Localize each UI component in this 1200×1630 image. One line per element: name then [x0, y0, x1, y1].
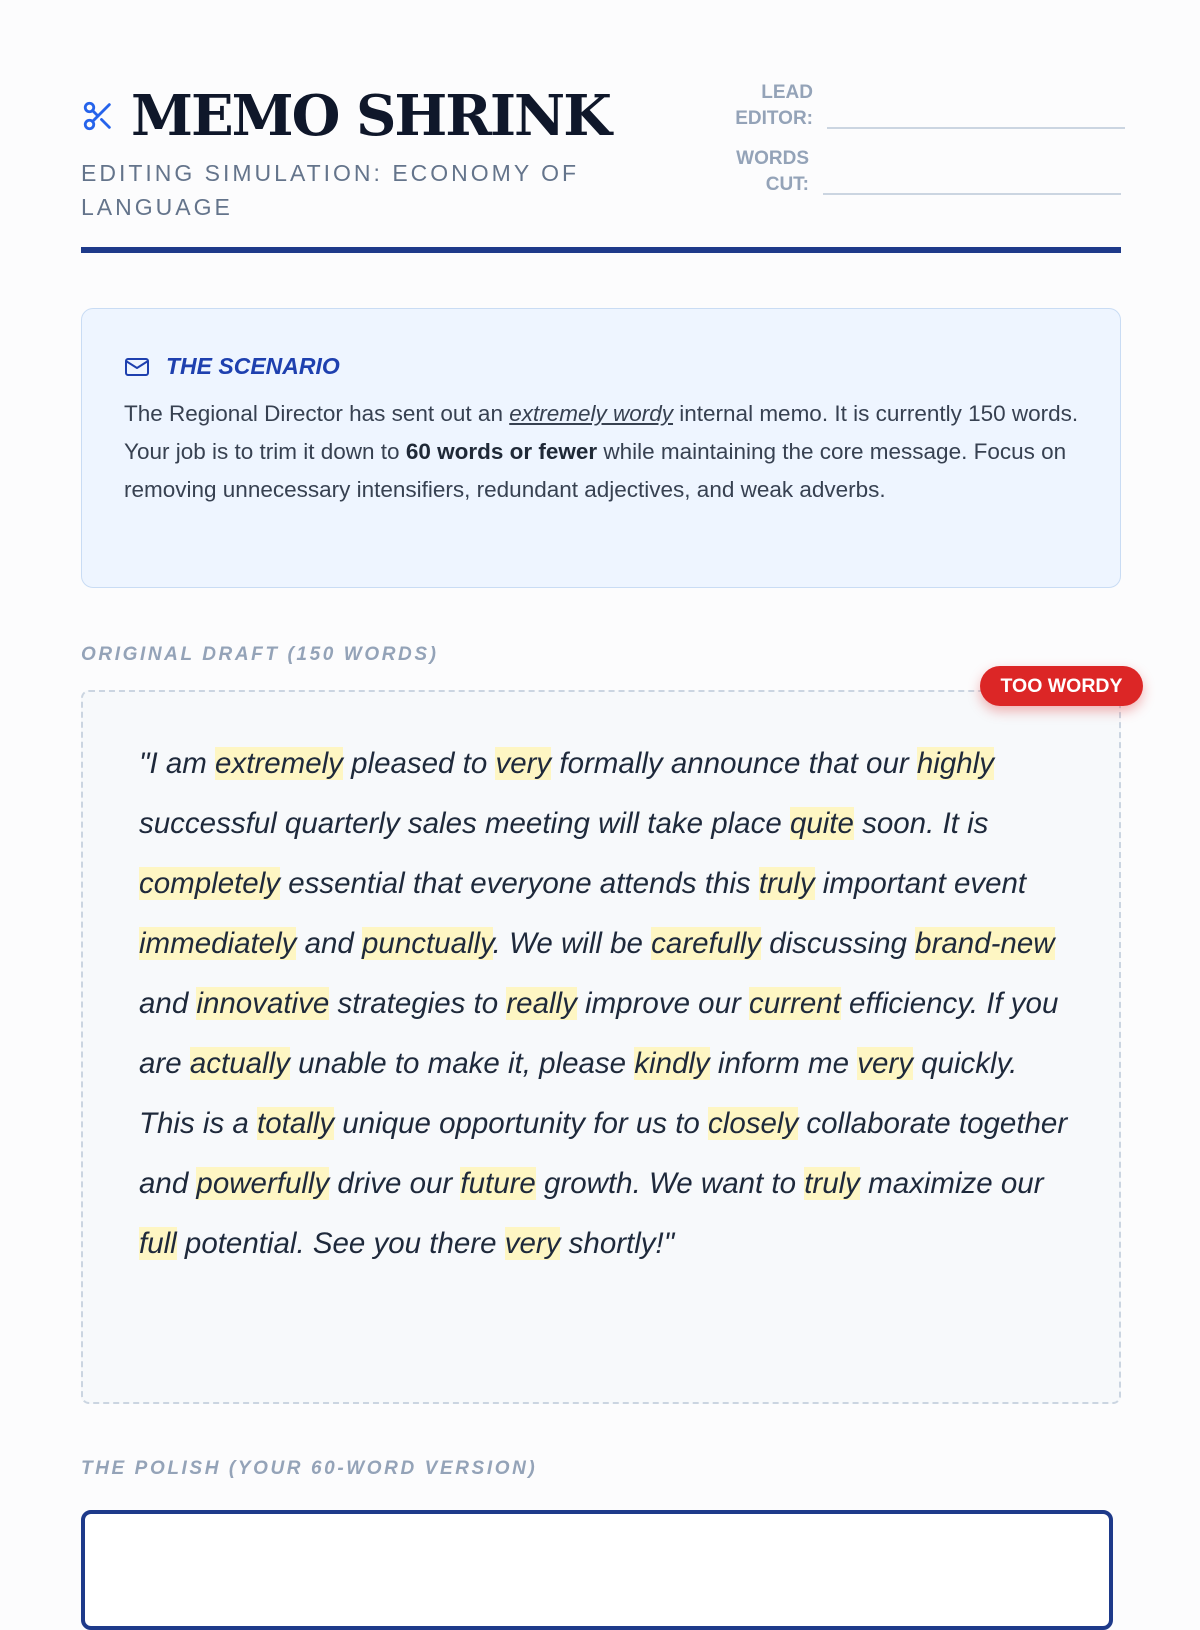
- draft-text-segment: formally announce that our: [551, 747, 917, 780]
- original-draft-text: [139, 734, 1069, 1274]
- highlighted-word: brand-new: [915, 927, 1055, 960]
- draft-text-segment: potential. See you there: [176, 1227, 505, 1260]
- draft-text-segment: important event: [814, 867, 1027, 900]
- draft-text-segment: essential that everyone attends this: [280, 867, 759, 900]
- draft-text-segment: maximize our: [859, 1167, 1044, 1200]
- words-cut-label: WORDS CUT:: [736, 148, 809, 195]
- draft-text-segment: drive our: [329, 1167, 461, 1200]
- polish-input[interactable]: [81, 1510, 1113, 1630]
- draft-text-segment: improve our: [576, 987, 750, 1020]
- highlighted-word: highly: [916, 747, 994, 780]
- highlighted-word: truly: [758, 867, 815, 900]
- draft-text-segment: "I am: [139, 747, 216, 780]
- highlighted-word: very: [504, 1227, 561, 1260]
- lead-editor-field: [721, 80, 1125, 132]
- draft-text-segment: pleased to: [342, 747, 496, 780]
- words-cut-field: [717, 146, 1121, 198]
- title-row: [81, 83, 610, 149]
- draft-text-segment: unable to make it, please: [289, 1047, 635, 1080]
- draft-text-segment: and: [139, 987, 197, 1020]
- original-draft-label: ORIGINAL DRAFT (150 WORDS): [81, 644, 439, 665]
- highlighted-word: extremely: [215, 747, 343, 780]
- scenario-text-part: while maintaining the core message. Focus on removing unnecessary intensifiers, redundant adjectives, and weak adverbs.: [124, 439, 1067, 502]
- lead-editor-input-line[interactable]: [827, 127, 1125, 129]
- highlighted-word: very: [495, 747, 552, 780]
- draft-text-segment: successful quarterly sales meeting will take place: [139, 807, 790, 840]
- draft-text-segment: growth. We want to: [535, 1167, 805, 1200]
- polish-label: THE POLISH (YOUR 60-WORD VERSION): [81, 1458, 538, 1479]
- highlighted-word: innovative: [196, 987, 330, 1020]
- draft-text-segment: collaborate together and: [139, 1107, 1068, 1200]
- original-draft-box: [81, 690, 1121, 1404]
- scenario-text-part: internal memo. It is currently 150 words. Your job is to trim it down to: [124, 401, 1079, 464]
- lead-editor-label: LEAD EDITOR:: [735, 82, 813, 129]
- page-subtitle: EDITING SIMULATION: ECONOMY OF LANGUAGE: [81, 160, 580, 220]
- scenario-card: [81, 308, 1121, 588]
- draft-text-segment: inform me: [709, 1047, 858, 1080]
- draft-text-segment: unique opportunity for us to: [334, 1107, 709, 1140]
- draft-text-segment: quickly. This is a: [139, 1047, 1018, 1140]
- worksheet-header: [81, 80, 1121, 255]
- highlighted-word: completely: [139, 867, 281, 900]
- draft-text-segment: efficiency. If you are: [139, 987, 1059, 1080]
- draft-text-segment: strategies to: [329, 987, 507, 1020]
- scenario-word-target: 60 words or fewer: [405, 439, 598, 464]
- header-divider: [81, 247, 1121, 253]
- page-title: MEMO SHRINK: [131, 83, 610, 149]
- scenario-emphasis: extremely wordy: [509, 401, 674, 426]
- mail-icon: [124, 356, 150, 378]
- highlighted-word: punctually: [362, 927, 493, 960]
- highlighted-word: quite: [789, 807, 854, 840]
- words-cut-input-line[interactable]: [823, 193, 1121, 195]
- highlighted-word: totally: [257, 1107, 335, 1140]
- draft-text-segment: soon. It is: [853, 807, 989, 840]
- highlighted-word: full: [139, 1227, 177, 1260]
- draft-text-segment: and: [296, 927, 363, 960]
- highlighted-word: closely: [708, 1107, 799, 1140]
- scenario-heading: [124, 353, 340, 380]
- highlighted-word: truly: [804, 1167, 860, 1200]
- scissors-icon: [81, 99, 115, 133]
- highlighted-word: kindly: [634, 1047, 710, 1080]
- draft-text-segment: shortly!": [560, 1227, 675, 1260]
- draft-text-segment: discussing: [761, 927, 916, 960]
- draft-text-segment: . We will be: [492, 927, 652, 960]
- highlighted-word: really: [506, 987, 577, 1020]
- scenario-text: [124, 395, 1084, 509]
- highlighted-word: immediately: [139, 927, 297, 960]
- highlighted-word: carefully: [651, 927, 762, 960]
- highlighted-word: future: [460, 1167, 536, 1200]
- highlighted-word: powerfully: [196, 1167, 330, 1200]
- highlighted-word: very: [857, 1047, 913, 1080]
- too-wordy-badge: TOO WORDY: [980, 666, 1143, 706]
- scenario-title: THE SCENARIO: [166, 353, 340, 379]
- highlighted-word: current: [749, 987, 841, 1020]
- scenario-text-part: The Regional Director has sent out an: [124, 401, 510, 426]
- highlighted-word: actually: [189, 1047, 290, 1080]
